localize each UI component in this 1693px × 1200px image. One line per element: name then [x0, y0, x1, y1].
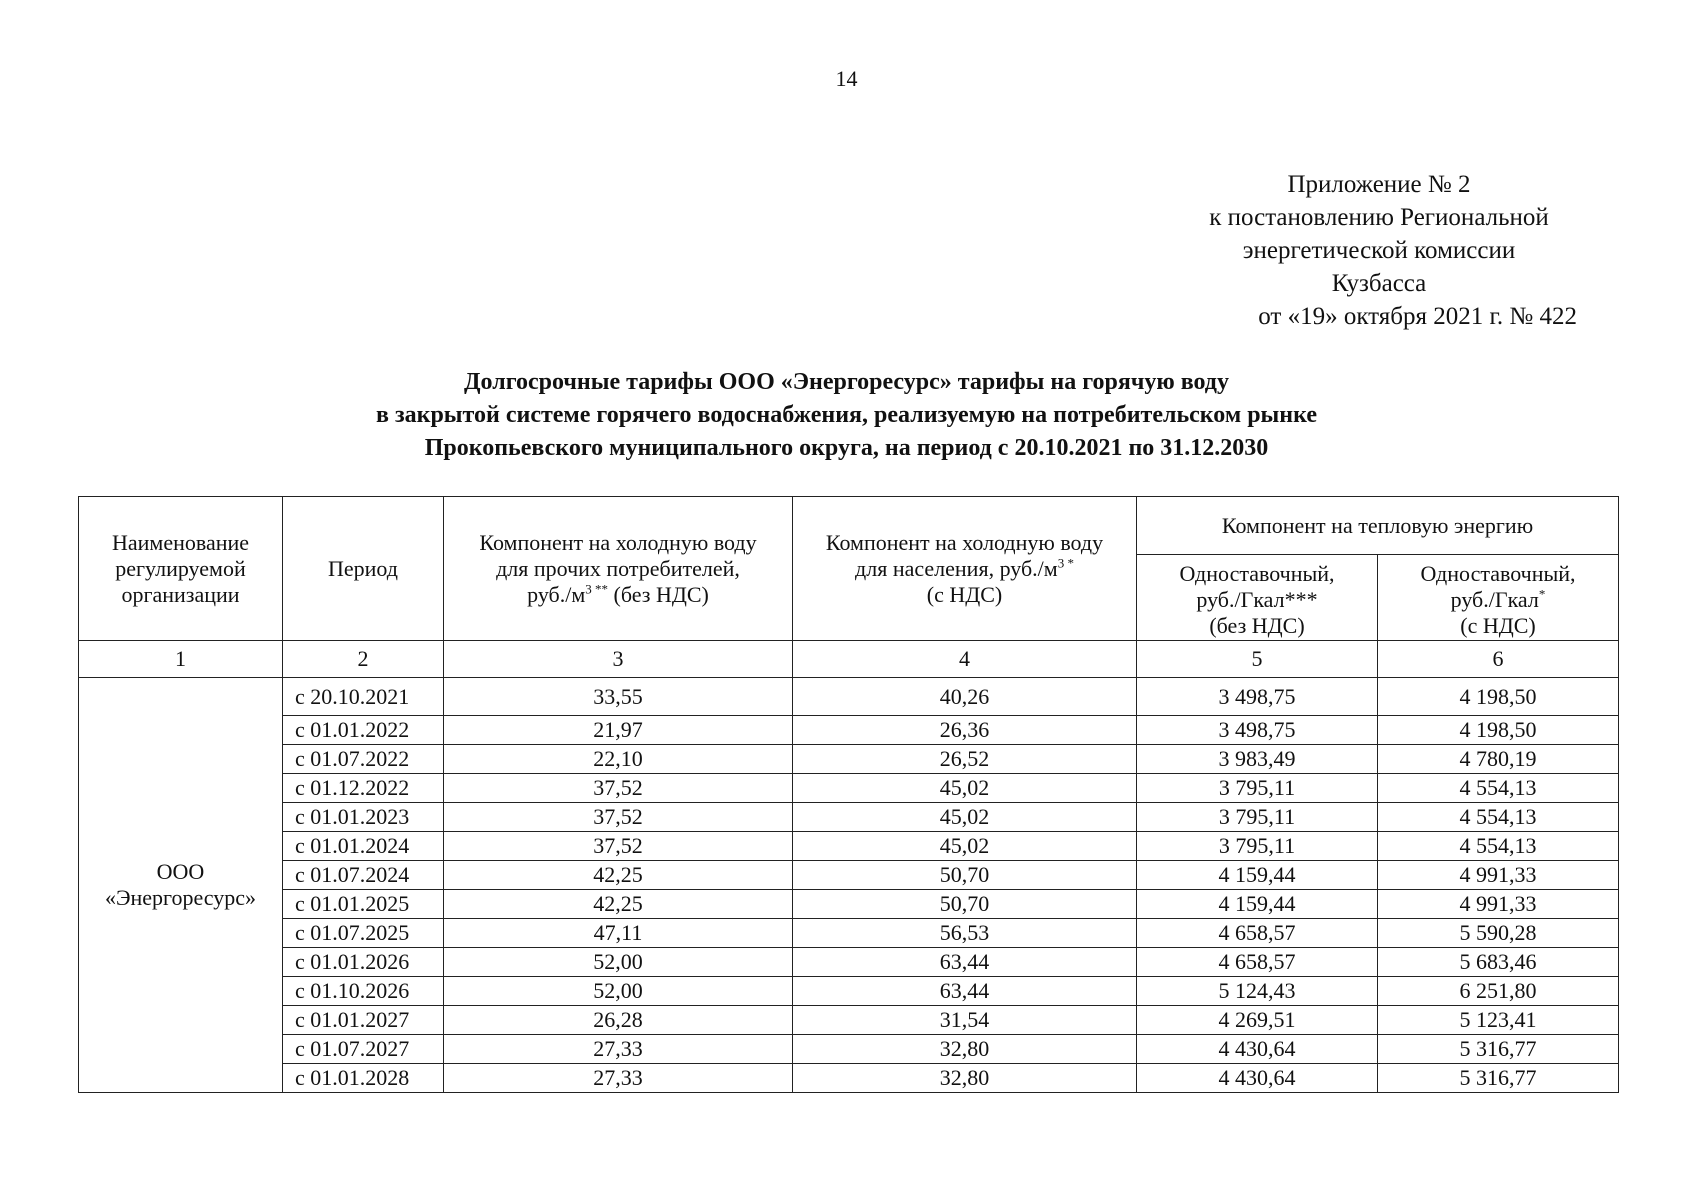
cold-population-cell: 32,80 — [793, 1064, 1137, 1093]
cold-population-cell: 31,54 — [793, 1006, 1137, 1035]
cold-other-cell: 37,52 — [444, 774, 793, 803]
cold-other-cell: 27,33 — [444, 1035, 793, 1064]
cold-population-cell: 32,80 — [793, 1035, 1137, 1064]
header-cold-water-population: Компонент на холодную воду для населения, $руб./м^{3 *}$ (с НДС) — [793, 497, 1137, 641]
thermal-with-vat-cell: 4 554,13 — [1378, 803, 1619, 832]
cold-other-cell: 47,11 — [444, 919, 793, 948]
thermal-with-vat-cell: 4 198,50 — [1378, 678, 1619, 716]
table-row — [79, 678, 1619, 716]
thermal-no-vat-cell: 3 498,75 — [1137, 716, 1378, 745]
header-thermal-with-vat: Одноставочный, руб./Гкал* (с НДС) — [1378, 555, 1619, 641]
thermal-with-vat-cell: 5 316,77 — [1378, 1064, 1619, 1093]
table-row — [79, 919, 1619, 948]
cold-population-cell: 45,02 — [793, 832, 1137, 861]
column-number: 6 — [1378, 641, 1619, 678]
thermal-with-vat-cell: 5 590,28 — [1378, 919, 1619, 948]
cold-population-cell: 50,70 — [793, 890, 1137, 919]
cold-population-cell: 56,53 — [793, 919, 1137, 948]
appendix-line: энергетической комиссии — [1242, 237, 1516, 264]
appendix-header — [1169, 168, 1589, 333]
table-row — [79, 948, 1619, 977]
period-cell: с 20.10.2021 — [283, 678, 444, 716]
thermal-no-vat-cell: 4 430,64 — [1137, 1064, 1378, 1093]
cold-other-cell: 52,00 — [444, 948, 793, 977]
appendix-line: Приложение № 2 — [1287, 171, 1471, 198]
cold-population-cell: 26,36 — [793, 716, 1137, 745]
thermal-no-vat-cell: 3 795,11 — [1137, 774, 1378, 803]
table-row — [79, 745, 1619, 774]
column-number: 3 — [444, 641, 793, 678]
thermal-with-vat-cell: 4 991,33 — [1378, 861, 1619, 890]
header-thermal-no-vat: Одноставочный, руб./Гкал*** (без НДС) — [1137, 555, 1378, 641]
thermal-no-vat-cell: 4 658,57 — [1137, 919, 1378, 948]
title-line: Долгосрочные тарифы ООО «Энергоресурс» тарифы на горячую воду — [464, 369, 1229, 395]
cold-other-cell: 22,10 — [444, 745, 793, 774]
thermal-no-vat-cell: 3 498,75 — [1137, 678, 1378, 716]
period-cell: с 01.07.2027 — [283, 1035, 444, 1064]
thermal-with-vat-cell: 4 198,50 — [1378, 716, 1619, 745]
thermal-no-vat-cell: 3 795,11 — [1137, 803, 1378, 832]
thermal-no-vat-cell: 4 159,44 — [1137, 890, 1378, 919]
cold-population-cell: 63,44 — [793, 948, 1137, 977]
thermal-no-vat-cell: 4 658,57 — [1137, 948, 1378, 977]
period-cell: с 01.07.2024 — [283, 861, 444, 890]
column-number: 5 — [1137, 641, 1378, 678]
title-line: в закрытой системе горячего водоснабжения, реализуемую на потребительском рынке — [376, 402, 1317, 428]
period-cell: с 01.01.2026 — [283, 948, 444, 977]
period-cell: с 01.01.2023 — [283, 803, 444, 832]
header-thermal-energy: Компонент на тепловую энергию — [1137, 497, 1619, 555]
thermal-with-vat-cell: 6 251,80 — [1378, 977, 1619, 1006]
cold-other-cell: 21,97 — [444, 716, 793, 745]
cold-other-cell: 27,33 — [444, 1064, 793, 1093]
document-title — [0, 366, 1693, 465]
table-row — [79, 803, 1619, 832]
page-number: 14 — [835, 66, 858, 91]
table-row — [79, 832, 1619, 861]
appendix-line: к постановлению Региональной — [1209, 204, 1549, 231]
period-cell: с 01.01.2022 — [283, 716, 444, 745]
thermal-no-vat-cell: 4 159,44 — [1137, 861, 1378, 890]
thermal-no-vat-cell: 3 983,49 — [1137, 745, 1378, 774]
table-row — [79, 861, 1619, 890]
period-cell: с 01.01.2028 — [283, 1064, 444, 1093]
table-row — [79, 1006, 1619, 1035]
period-cell: с 01.01.2025 — [283, 890, 444, 919]
organization-name: ООО «Энергоресурс» — [79, 678, 283, 1093]
period-cell: с 01.07.2022 — [283, 745, 444, 774]
table-row — [79, 1064, 1619, 1093]
column-number: 2 — [283, 641, 444, 678]
period-cell: с 01.01.2027 — [283, 1006, 444, 1035]
cold-other-cell: 37,52 — [444, 832, 793, 861]
period-cell: с 01.12.2022 — [283, 774, 444, 803]
appendix-line: от «19» октября 2021 г. № 422 — [1258, 303, 1577, 330]
cold-other-cell: 33,55 — [444, 678, 793, 716]
header-cold-water-other: Компонент на холодную воду для прочих потребителей, $руб./м^{3 **}$ (без НДС) — [444, 497, 793, 641]
cold-other-cell: 42,25 — [444, 890, 793, 919]
period-cell: с 01.01.2024 — [283, 832, 444, 861]
header-period: Период — [283, 497, 444, 641]
table-row — [79, 774, 1619, 803]
header-organization: Наименование регулируемой организации — [79, 497, 283, 641]
title-line: Прокопьевского муниципального округа, на период с 20.10.2021 по 31.12.2030 — [424, 435, 1269, 461]
thermal-with-vat-cell: 5 316,77 — [1378, 1035, 1619, 1064]
cold-other-cell: 26,28 — [444, 1006, 793, 1035]
table-row — [79, 977, 1619, 1006]
cold-population-cell: 26,52 — [793, 745, 1137, 774]
thermal-no-vat-cell: 5 124,43 — [1137, 977, 1378, 1006]
cold-other-cell: 42,25 — [444, 861, 793, 890]
thermal-no-vat-cell: 3 795,11 — [1137, 832, 1378, 861]
table-row — [79, 890, 1619, 919]
appendix-line: Кузбасса — [1331, 270, 1427, 297]
thermal-with-vat-cell: 4 780,19 — [1378, 745, 1619, 774]
column-number: 1 — [79, 641, 283, 678]
table-row — [79, 1035, 1619, 1064]
cold-other-cell: 52,00 — [444, 977, 793, 1006]
column-number: 4 — [793, 641, 1137, 678]
table-row — [79, 716, 1619, 745]
column-number-row — [79, 641, 1619, 678]
thermal-with-vat-cell: 4 554,13 — [1378, 832, 1619, 861]
thermal-no-vat-cell: 4 430,64 — [1137, 1035, 1378, 1064]
thermal-no-vat-cell: 4 269,51 — [1137, 1006, 1378, 1035]
thermal-with-vat-cell: 5 123,41 — [1378, 1006, 1619, 1035]
cold-population-cell: 50,70 — [793, 861, 1137, 890]
thermal-with-vat-cell: 4 991,33 — [1378, 890, 1619, 919]
cold-population-cell: 40,26 — [793, 678, 1137, 716]
period-cell: с 01.10.2026 — [283, 977, 444, 1006]
thermal-with-vat-cell: 4 554,13 — [1378, 774, 1619, 803]
tariff-table — [78, 496, 1619, 1093]
period-cell: с 01.07.2025 — [283, 919, 444, 948]
cold-population-cell: 45,02 — [793, 803, 1137, 832]
thermal-with-vat-cell: 5 683,46 — [1378, 948, 1619, 977]
cold-population-cell: 63,44 — [793, 977, 1137, 1006]
cold-other-cell: 37,52 — [444, 803, 793, 832]
cold-population-cell: 45,02 — [793, 774, 1137, 803]
